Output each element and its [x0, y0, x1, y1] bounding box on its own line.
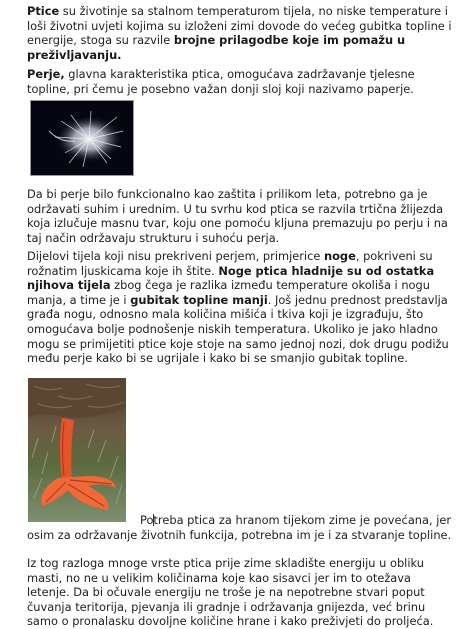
feather-photo: [30, 100, 134, 176]
intro-text: su životinje sa stalnom temperaturom tijela, no niske temperature i loši životni uvjeti kojima su izloženi zimi dovode do većeg gubitka topline i energije, stoga su razvile: [27, 4, 452, 48]
intro-paragraph: [27, 4, 452, 62]
bold-heat-loss: gubitak topline manji: [130, 292, 268, 307]
feather-illustration: [31, 101, 134, 176]
legs-text-4: . Još jednu prednost predstavlja građa nogu, odnosno mala količina mišića i tkiva koji je izgrađuju, što omogućava bolje podnošenje niskih temperatura. Ukoliko je jako hladno mogu se primijetiti ptice koje stoje na samo jednoj nozi, dok drugu podižu među perje kako bi se ugrijale i kako bi se smanjio gubitak topline.: [27, 292, 449, 366]
preening-paragraph: [27, 187, 452, 245]
fat-storage-paragraph: [27, 556, 452, 629]
legs-text-1: Dijelovi tijela koji nisu prekriveni perjem, primjerice: [27, 249, 324, 263]
legs-text-3: zbog čega je razlika između temperature okoliša i nogu manja, a time je i: [27, 278, 430, 307]
fat-storage-text: Iz tog razloga mnoge vrste ptica prije zime skladište energiju u obliku masti, no ne u velikim količinama koje kao sisavci jer im to otežava letenje. Da bi očuvale energiju ne troše je na nepotrebne stvari poput čuvanja teritorija, pjevanja ili gradnje i održavanja gnijezda, već brinu samo o pronalasku dovoljne količine hrane i kako preživjeti do proljeća.: [27, 556, 434, 629]
food-text: Potreba ptica za hranom tijekom zime je povećana, jer osim za održavanje životnih funkcija, potrebna im je i za stvaranje topline.: [27, 513, 452, 542]
bold-colder-legs: Noge ptica hladnije su od ostatka njihova tijela: [27, 263, 435, 293]
bold-adaptations: brojne prilagodbe koje im pomažu u preživljavanju.: [27, 33, 406, 62]
feathers-text: glavna karakteristika ptica, omogućava zadržavanje tjelesne topline, pri čemu je posebno važan donji sloj koji nazivamo paperje.: [27, 67, 415, 96]
bird-leg-photo: [28, 378, 126, 522]
bold-term-perje: Perje,: [27, 67, 65, 81]
bold-noge: noge: [324, 249, 356, 263]
legs-text-2: , pokriveni su rožnatim ljuskicama koje ih štite.: [27, 249, 433, 278]
preening-text: Da bi perje bilo funkcionalno kao zaštita i prilikom leta, potrebno ga je održavati suhim i urednim. U tu svrhu kod ptica se razvila trtična žlijezda koja izlučuje masnu tvar, koju one pomoću kljuna premazuju po perju i na taj način održavaju strukturu i suhoću perja.: [27, 187, 448, 245]
food-paragraph: [27, 513, 452, 542]
bird-leg-illustration: [28, 378, 126, 522]
legs-paragraph: [27, 249, 452, 366]
bold-term-ptice: Ptice: [27, 4, 60, 18]
feathers-paragraph: [27, 67, 452, 96]
